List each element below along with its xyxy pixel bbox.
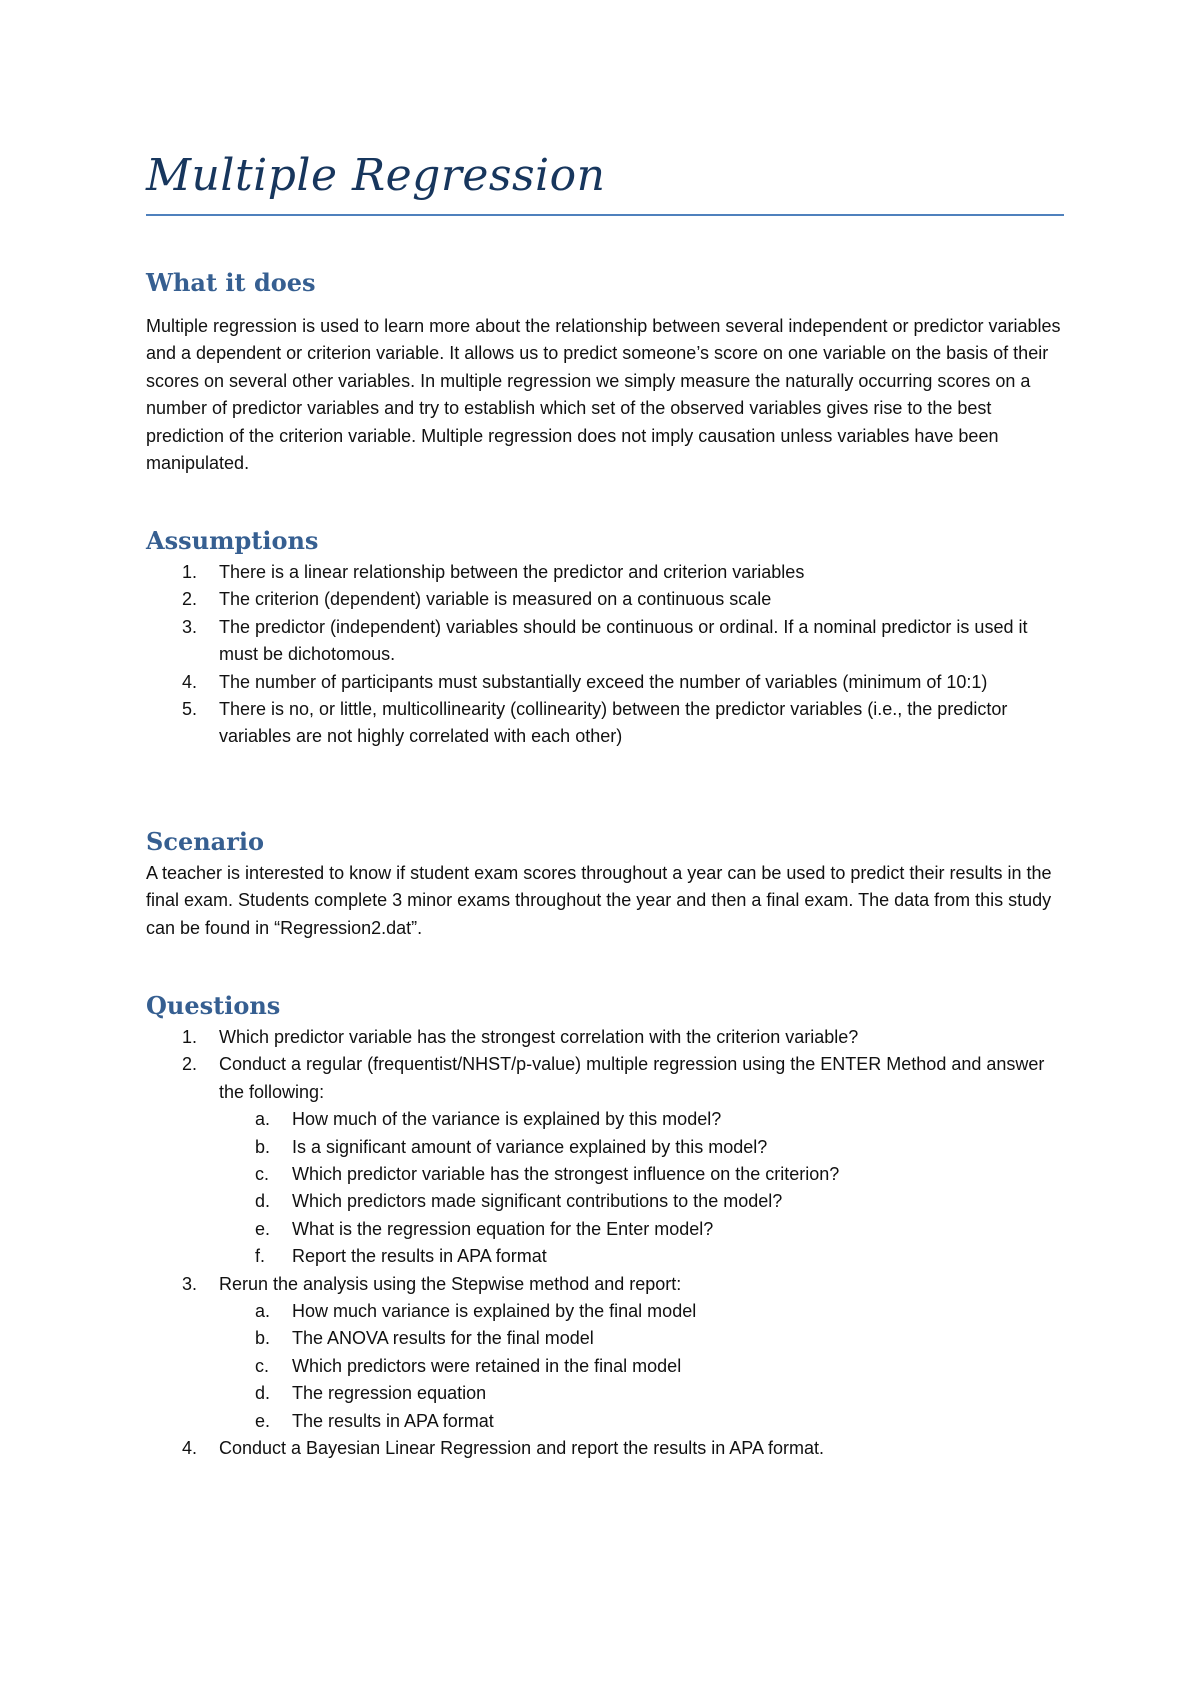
list-letter: b. xyxy=(255,1328,271,1349)
sub-question-item xyxy=(219,1325,1064,1352)
list-number: 3. xyxy=(182,1273,198,1294)
sub-question-item xyxy=(219,1243,1064,1270)
heading-assumptions: Assumptions xyxy=(146,526,319,555)
heading-questions: Questions xyxy=(146,991,281,1020)
list-text: The regression equation xyxy=(292,1383,487,1404)
list-number: 2. xyxy=(182,1054,198,1075)
assumption-item xyxy=(146,586,1064,613)
scenario-paragraph: A teacher is interested to know if student exam scores throughout a year can be used to predict their results in the final exam. Students complete 3 minor exams throughout the year and then a final exam. The data from this study can be found in “Regression2.dat”. xyxy=(146,863,1052,938)
assumption-item xyxy=(146,614,1064,669)
sub-question-item xyxy=(219,1216,1064,1243)
list-letter: e. xyxy=(255,1410,271,1431)
list-number: 1. xyxy=(182,1027,198,1047)
assumption-item xyxy=(146,696,1064,751)
list-text: What is the regression equation for the Enter model? xyxy=(292,1218,714,1239)
assumption-item xyxy=(146,669,1064,696)
list-text: The ANOVA results for the final model xyxy=(292,1328,594,1349)
list-text: Which predictors made significant contributions to the model? xyxy=(292,1191,783,1212)
list-text: Which predictor variable has the strongest correlation with the criterion variable? xyxy=(219,1027,859,1047)
list-letter: d. xyxy=(255,1383,271,1404)
list-text: The results in APA format xyxy=(292,1410,494,1431)
list-number: 3. xyxy=(182,616,198,637)
list-letter: a. xyxy=(255,1109,271,1130)
question-item xyxy=(146,1435,1064,1462)
sub-question-item xyxy=(219,1380,1064,1407)
list-letter: f. xyxy=(255,1246,266,1267)
list-text: Report the results in APA format xyxy=(292,1246,547,1267)
sub-question-item xyxy=(219,1298,1064,1325)
heading-scenario: Scenario xyxy=(146,827,264,856)
list-text: Conduct a regular (frequentist/NHST/p-value) multiple regression using the ENTER Method and answer the following: xyxy=(219,1054,1045,1102)
list-text: Conduct a Bayesian Linear Regression and report the results in APA format. xyxy=(219,1438,825,1459)
sub-question-item xyxy=(219,1188,1064,1215)
list-letter: e. xyxy=(255,1218,271,1239)
list-letter: c. xyxy=(255,1355,270,1376)
document-title: Multiple Regression xyxy=(146,150,606,201)
assumptions-list xyxy=(146,559,1064,751)
list-text: There is a linear relationship between the predictor and criterion variables xyxy=(219,562,805,582)
sub-question-item xyxy=(219,1106,1064,1133)
list-text: Is a significant amount of variance explained by this model? xyxy=(292,1136,768,1157)
list-text: The criterion (dependent) variable is measured on a continuous scale xyxy=(219,589,772,610)
list-number: 1. xyxy=(182,562,198,582)
list-text: How much variance is explained by the final model xyxy=(292,1301,697,1322)
list-letter: b. xyxy=(255,1136,271,1157)
assumption-item xyxy=(146,559,1064,586)
sub-question-item xyxy=(219,1353,1064,1380)
list-letter: c. xyxy=(255,1164,270,1185)
list-text: There is no, or little, multicollinearity (collinearity) between the predictor variables (i.e., the predictor variables are not highly correlated with each other) xyxy=(219,699,1008,747)
list-text: The predictor (independent) variables should be continuous or ordinal. If a nominal predictor is used it must be dichotomous. xyxy=(219,616,1028,665)
list-text: Which predictor variable has the strongest influence on the criterion? xyxy=(292,1164,840,1185)
question-item xyxy=(146,1271,1064,1435)
question-3-sublist xyxy=(219,1298,1064,1435)
list-text: How much of the variance is explained by this model? xyxy=(292,1109,722,1130)
list-number: 4. xyxy=(182,1438,198,1459)
question-item xyxy=(146,1024,1064,1051)
questions-list xyxy=(146,1024,1064,1463)
question-item xyxy=(146,1051,1064,1270)
list-number: 4. xyxy=(182,671,198,692)
list-text: The number of participants must substantially exceed the number of variables (minimum of 10:1) xyxy=(219,671,988,692)
list-number: 5. xyxy=(182,699,198,720)
list-text: Which predictors were retained in the final model xyxy=(292,1355,682,1376)
what-it-does-paragraph: Multiple regression is used to learn more about the relationship between several independent or predictor variables and a dependent or criterion variable. It allows us to predict someone’s score on one variable on the basis of their scores on several other variables. In multiple regression we simply measure the naturally occurring scores on a number of predictor variables and try to establish which set of the observed variables gives rise to the best prediction of the criterion variable. Multiple regression does not imply causation unless variables have been manipulated. xyxy=(146,316,1061,474)
heading-what-it-does: What it does xyxy=(146,268,316,297)
sub-question-item xyxy=(219,1408,1064,1435)
list-letter: a. xyxy=(255,1301,271,1322)
list-number: 2. xyxy=(182,589,198,610)
sub-question-item xyxy=(219,1161,1064,1188)
sub-question-item xyxy=(219,1134,1064,1161)
list-letter: d. xyxy=(255,1191,271,1212)
list-text: Rerun the analysis using the Stepwise method and report: xyxy=(219,1273,682,1294)
question-2-sublist xyxy=(219,1106,1064,1270)
title-underline xyxy=(146,214,1064,216)
